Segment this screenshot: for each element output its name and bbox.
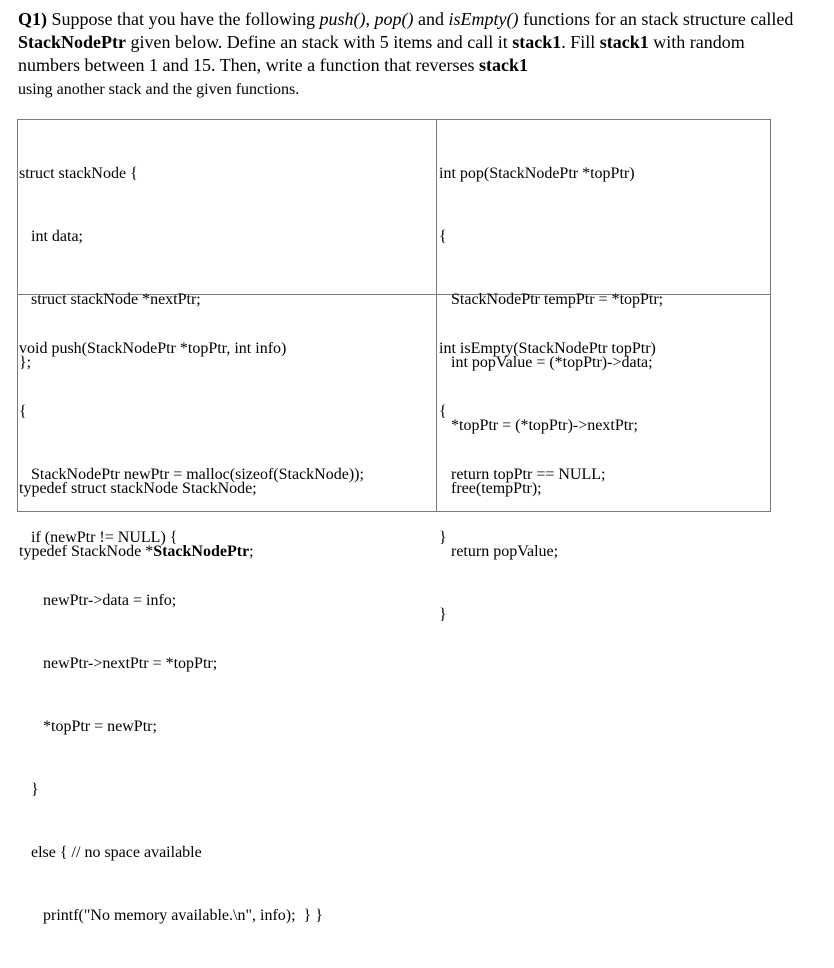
code-line: if (newPtr != NULL) { — [19, 529, 178, 546]
code-line: void push(StackNodePtr *topPtr, int info) — [19, 340, 287, 357]
code-line: newPtr->nextPtr = *topPtr; — [19, 655, 218, 672]
code-line: struct stackNode { — [19, 165, 138, 182]
code-text: typedef StackNode * — [19, 543, 154, 560]
code-line: return topPtr == NULL; — [439, 466, 606, 483]
struct-name: StackNodePtr — [18, 32, 126, 52]
code-line: newPtr->data = info; — [19, 592, 177, 609]
code-line: } — [439, 606, 447, 623]
function-name-pop: pop() — [374, 9, 414, 29]
function-name-isempty: isEmpty() — [448, 9, 519, 29]
code-line: } — [19, 781, 39, 798]
code-cell-push-function — [19, 296, 364, 968]
stack-name: stack1 — [479, 55, 529, 75]
code-line: int isEmpty(StackNodePtr topPtr) — [439, 340, 656, 357]
code-line: *topPtr = (*topPtr)->nextPtr; — [439, 417, 638, 434]
code-line: { — [439, 403, 447, 420]
code-line: struct stackNode *nextPtr; — [19, 291, 201, 308]
table-divider-vertical — [436, 120, 437, 511]
question-text — [18, 8, 808, 101]
code-table — [17, 119, 771, 924]
question-part: , — [365, 9, 375, 29]
code-line: StackNodePtr newPtr = malloc(sizeof(StackNode)); — [19, 466, 364, 483]
question-part: functions for an stack structure called — [518, 9, 794, 29]
question-label: Q1) — [18, 9, 47, 29]
code-line: { — [439, 228, 447, 245]
question-part: given below. Define an stack with 5 items and call it — [125, 32, 513, 52]
question-part: and — [413, 9, 449, 29]
code-line: free(tempPtr); — [439, 480, 542, 497]
code-line: StackNodePtr tempPtr = *topPtr; — [439, 291, 664, 308]
code-line: typedef struct stackNode StackNode; — [19, 480, 257, 497]
question-part: using another stack and the given functions. — [18, 81, 300, 98]
code-line: return popValue; — [439, 543, 559, 560]
code-type-name: StackNodePtr — [153, 543, 250, 560]
stack-name: stack1 — [512, 32, 562, 52]
code-line: int data; — [19, 228, 83, 245]
code-text: ; — [249, 543, 254, 560]
function-name-push: push() — [319, 9, 366, 29]
code-line: printf("No memory available.\n", info); } } — [19, 907, 323, 924]
code-line: int popValue = (*topPtr)->data; — [439, 354, 653, 371]
code-line: int pop(StackNodePtr *topPtr) — [439, 165, 635, 182]
code-line: else { // no space available — [19, 844, 202, 861]
code-line: { — [19, 403, 27, 420]
question-part: . Fill — [561, 32, 600, 52]
code-line: } — [439, 529, 447, 546]
stack-name: stack1 — [599, 32, 649, 52]
question-part: Suppose that you have the following — [47, 9, 320, 29]
code-line: }; — [19, 354, 32, 371]
code-line: *topPtr = newPtr; — [19, 718, 157, 735]
question-part: with random numbers between 1 and 15. Then, write a function that reverses — [18, 32, 745, 75]
code-cell-isempty-function — [439, 296, 656, 590]
